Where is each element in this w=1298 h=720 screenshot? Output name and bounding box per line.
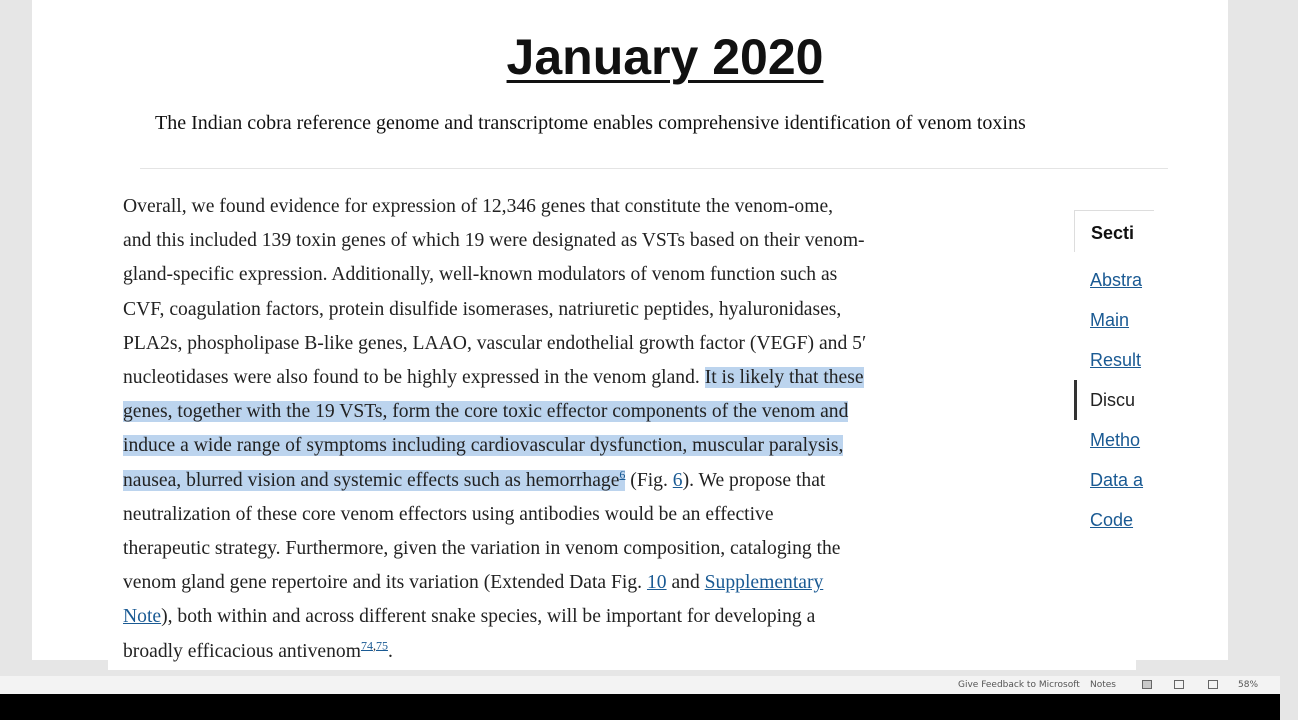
nav-item-main[interactable]: Main [1090,310,1130,330]
zoom-level[interactable]: 58% [1238,680,1259,690]
text-line: Overall, we found evidence for expression of 12,346 genes that constitute the venom-ome, [123,196,834,217]
nav-item-methods[interactable]: Metho [1090,430,1141,450]
text-line: (Fig. [625,469,673,491]
text-line: therapeutic strategy. Furthermore, given the variation in venom composition, cataloging the [123,538,841,560]
discussion-paragraph [123,190,973,669]
text-line: ), both within and across different snake species, will be important for developing a [161,606,816,628]
highlighted-text: It is likely that these [704,367,864,389]
text-line: venom gland gene repertoire and its variation (Extended Data Fig. [123,572,647,594]
paper-title: The Indian cobra reference genome and transcriptome enables comprehensive identification of venom toxins [155,112,1026,134]
nav-item-results[interactable]: Result [1090,350,1142,370]
reference-link-74[interactable]: 74 [360,638,373,653]
slide-title: January 2020 [506,29,824,85]
text-line: neutralization of these core venom effectors using antibodies would be an effective [123,503,774,525]
nav-item-data-availability[interactable]: Data a [1090,470,1144,490]
text-line: CVF, coagulation factors, protein disulfide isomerases, natriuretic peptides, hyaluronidases, [123,298,842,320]
normal-view-icon[interactable] [1142,680,1152,689]
reading-view-icon[interactable] [1208,680,1218,689]
sections-nav [1074,210,1154,630]
article-screenshot [108,170,1144,670]
feedback-button[interactable]: Give Feedback to Microsoft [958,680,1080,690]
notes-button[interactable]: Notes [1090,680,1116,690]
reference-link-75[interactable]: 75 [375,638,388,653]
slide-sorter-icon[interactable] [1174,680,1184,689]
taskbar [0,694,1280,720]
nav-item-abstract[interactable]: Abstra [1090,270,1143,290]
text-line: gland-specific expression. Additionally, well-known modulators of venom function such as [123,264,838,286]
highlighted-text: nausea, blurred vision and systemic effects such as hemorrhage [123,469,620,491]
reference-separator: , [372,638,376,653]
highlighted-text: induce a wide range of symptoms including cardiovascular dysfunction, muscular paralysis, [123,435,844,457]
active-section-indicator [1074,380,1077,420]
reference-link-6[interactable]: 6 [619,467,626,482]
divider [140,168,1168,169]
supplementary-link[interactable]: Supplementary [704,572,824,594]
nav-item-discussion[interactable]: Discu [1090,390,1136,410]
text-line: and this included 139 toxin genes of which 19 were designated as VSTs based on their venom- [123,230,865,252]
extended-data-link[interactable]: 10 [646,572,667,594]
nav-item-code-availability[interactable]: Code [1090,510,1134,530]
highlighted-text: genes, together with the 19 VSTs, form the core toxic effector components of the venom and [123,401,849,423]
text-line: . [387,640,393,662]
figure-link[interactable]: 6 [672,469,683,491]
text-line: and [666,572,705,594]
sections-heading: Secti [1074,210,1154,252]
text-line: PLA2s, phospholipase B-like genes, LAAO, vascular endothelial growth factor (VEGF) and 5′ [123,332,867,354]
status-bar [0,676,1280,694]
text-line: ). We propose that [682,469,826,491]
text-line: broadly efficacious antivenom [123,640,361,662]
text-line: nucleotidases were also found to be highly expressed in the venom gland. [123,367,705,389]
supplementary-link[interactable]: Note [123,606,162,628]
